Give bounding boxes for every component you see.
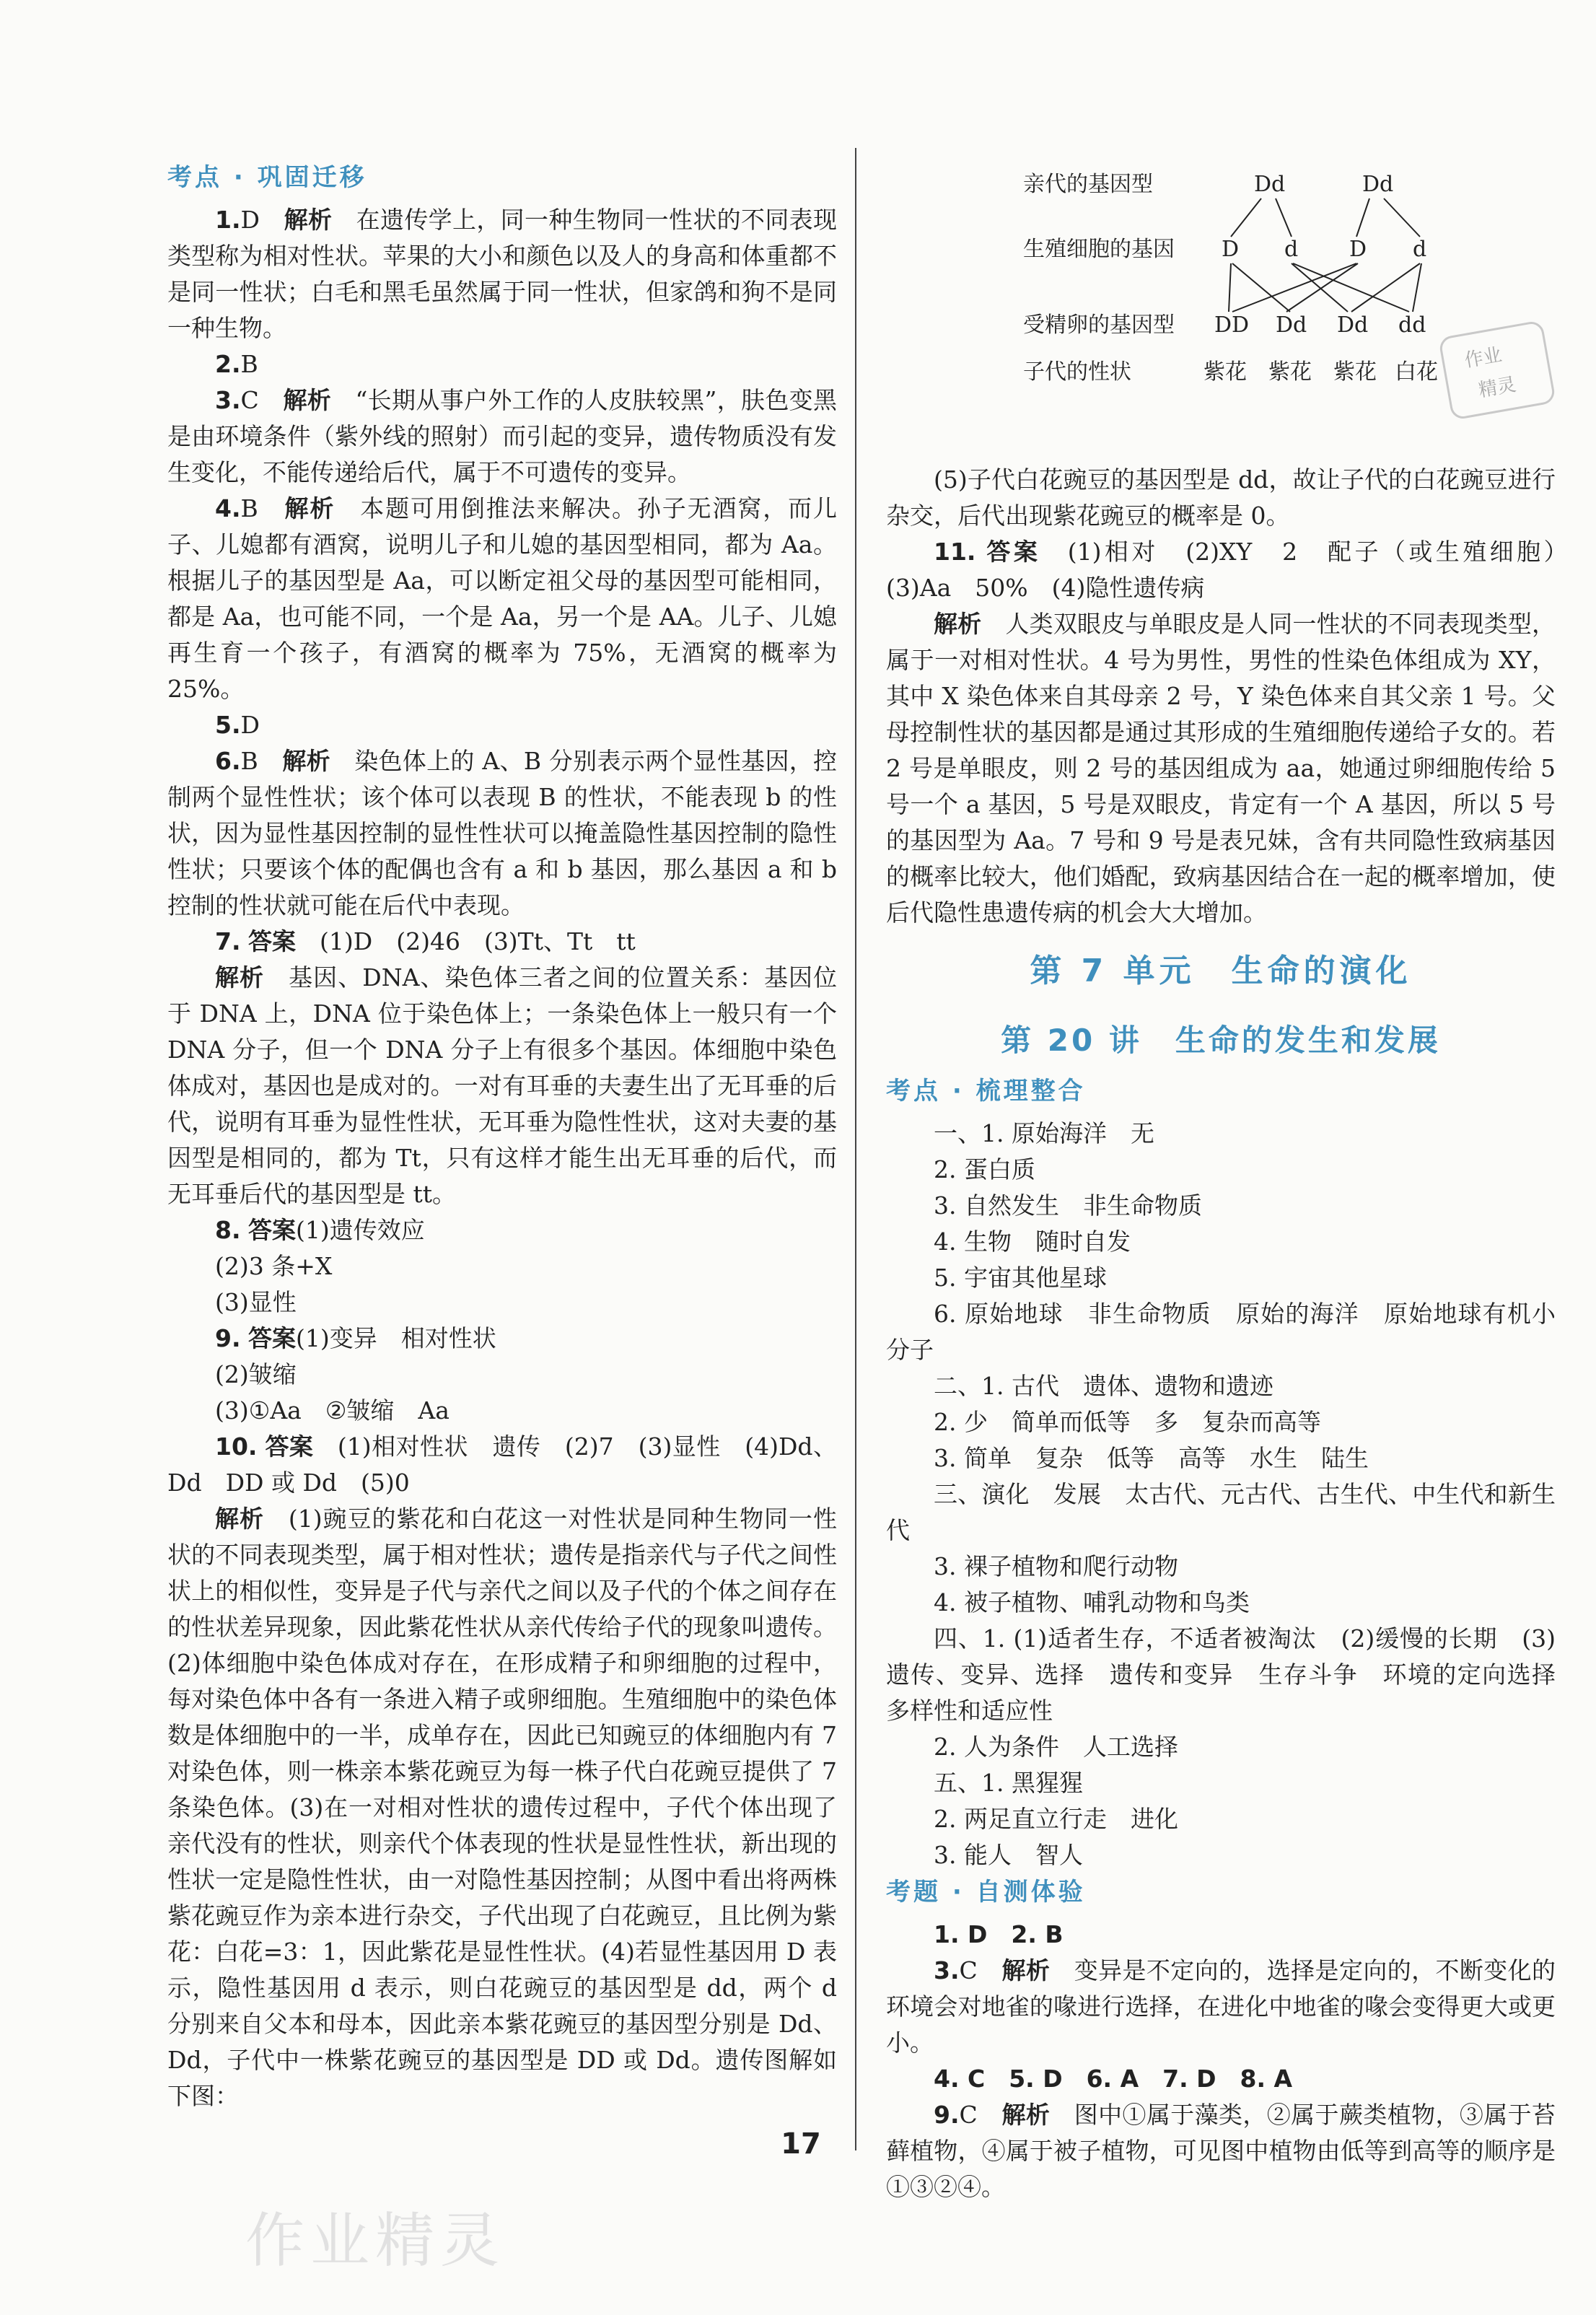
analysis-7: 解析 基因、DNA、染色体三者之间的位置关系：基因位于 DNA 上，DNA 位于染色体上；一条染色体上一般只有一个 DNA 分子，但一个 DNA 分子上有很多个基因。体细胞中染色体成对，基因也是成对的。一对有耳垂的夫妻生出了无耳垂的后代，说明有耳垂为显性性状，无耳垂为隐性性状，这对夫妻的基因型是相同的，都为 Tt，只有这样才能生出无耳垂的后代，而无耳垂后代的基因型是 tt。: [167, 963, 838, 1208]
watermark-stamp: 作业 精灵: [1438, 320, 1556, 421]
section-title-review: 考点 · 梳理整合: [886, 1077, 1086, 1106]
answer-item-7: 7. 答案 (1)D (2)46 (3)Tt、Tt tt: [215, 927, 636, 955]
review-line: 一、1. 原始海洋 无: [934, 1119, 1154, 1147]
answer-item-8-line: (3)显性: [215, 1288, 297, 1316]
answer-item-8-line: (2)3 条+X: [215, 1252, 333, 1280]
zygote: Dd: [1276, 312, 1307, 338]
left-column: [167, 159, 837, 2114]
review-line: 3. 简单 复杂 低等 高等 水生 陆生: [934, 1444, 1369, 1472]
right-column: [886, 159, 1580, 2205]
section-title: 考点 · 巩固迁移: [167, 163, 367, 192]
parent-genotype: Dd: [1362, 172, 1394, 197]
test-line: 4. C 5. D 6. A 7. D 8. A: [934, 2065, 1293, 2093]
answer-item-9-line: (3)①Aa ②皱缩 Aa: [215, 1396, 450, 1425]
gamete: d: [1413, 237, 1427, 262]
trait: 紫花: [1333, 359, 1377, 385]
answer-item-10: 10. 答案 (1)相对性状 遗传 (2)7 (3)显性 (4)Dd、Dd DD 或 Dd (5)0: [167, 1432, 838, 1497]
review-line: 4. 被子植物、哺乳动物和鸟类: [934, 1588, 1250, 1616]
test-line: 1. D 2. B: [934, 1920, 1064, 1948]
answer-item-2: 2.B: [215, 350, 258, 378]
answer-item-9: 9. 答案(1)变异 相对性状: [215, 1324, 496, 1352]
trait: 紫花: [1203, 359, 1247, 385]
review-line: 四、1. (1)适者生存，不适者被淘汰 (2)缓慢的长期 (3)遗传、变异、选择 遗传和变异 生存斗争 环境的定向选择 多样性和适应性: [886, 1624, 1579, 1725]
analysis-10: 解析 (1)豌豆的紫花和白花这一对性状是同种生物同一性状的不同表现类型，属于相对性状；遗传是指亲代与子代之间性状上的相似性，变异是子代与亲代之间以及子代的个体之间存在的性状差异现象，因此紫花性状从亲代传给子代的现象叫遗传。(2)体细胞中染色体成对存在，在形成精子和卵细胞的过程中，每对染色体中各有一条进入精子或卵细胞。生殖细胞中的染色体数是体细胞中的一半，成单存在，因此已知豌豆的体细胞内有 7 对染色体，则一株亲本紫花豌豆为每一株子代白花豌豆提供了 7 条染色体。(3)在一对相对性状的遗传过程中，子代个体出现了亲代没有的性状，则亲代个体表现的性状是显性性状，新出现的性状一定是隐性性状，由一对隐性基因控制；从图中看出将两株紫花豌豆作为亲本进行杂交，子代出现了白花豌豆，且比例为紫花：白花=3：1，因此紫花是显性性状。(4)若显性基因用 D 表示，隐性基因用 d 表示，则白花豌豆的基因型是 dd，两个 d 分别来自父本和母本，因此亲本紫花豌豆的基因型分别是 Dd、Dd，子代中一株紫花豌豆的基因型是 DD 或 Dd。遗传图解如下图：: [167, 1505, 837, 2110]
trait: 紫花: [1268, 359, 1312, 385]
review-line: 6. 原始地球 非生命物质 原始的海洋 原始地球有机小分子: [886, 1300, 1556, 1364]
gamete: d: [1284, 237, 1299, 262]
answer-item-5: 5.D: [215, 711, 260, 739]
row-label-parent: 亲代的基因型: [1023, 172, 1153, 197]
answer-item-4: 4.B 解析 本题可用倒推法来解决。孙子无酒窝，而儿子、儿媳都有酒窝，说明儿子和儿媳的基因型相同，都为 Aa。根据儿子的基因型是 Aa，可以断定祖父母的基因型可能相同，都是 Aa，也可能不同，一个是 Aa，另一个是 AA。儿子、儿媳再生育一个孩子，有酒窝的概率为 75%，无酒窝的概率为 25%。: [167, 494, 838, 703]
answer-item-9-line: (2)皱缩: [215, 1360, 297, 1388]
review-line: 3. 裸子植物和爬行动物: [934, 1552, 1178, 1580]
cross-arrows: [1229, 198, 1421, 312]
trait: 白花: [1395, 359, 1438, 385]
test-item-9: 9.C 解析 图中①属于藻类，②属于蕨类植物，③属于苔藓植物，④属于被子植物，可见图中植物由低等到高等的顺序是①③②④。: [886, 2101, 1556, 2201]
row-label-trait: 子代的性状: [1023, 359, 1131, 385]
review-line: 2. 少 简单而低等 多 复杂而高等: [934, 1408, 1321, 1436]
review-line: 3. 自然发生 非生命物质: [934, 1191, 1202, 1220]
review-line: 2. 人为条件 人工选择: [934, 1733, 1178, 1761]
unit-title: 第 7 单元 生命的演化: [1030, 953, 1412, 989]
review-line: 五、1. 黑猩猩: [934, 1769, 1083, 1797]
review-line: 三、演化 发展 太古代、元古代、古生代、中生代和新生代: [886, 1480, 1556, 1544]
answer-item-6: 6.B 解析 染色体上的 A、B 分别表示两个显性基因，控制两个显性性状；该个体可以表现 B 的性状，不能表现 b 的性状，因为显性基因控制的显性性状可以掩盖隐性基因控制的隐性性状；只要该个体的配偶也含有 a 和 b 基因，那么基因 a 和 b 控制的性状就可能在后代中表现。: [167, 747, 838, 919]
review-line: 二、1. 古代 遗体、遗物和遗迹: [934, 1372, 1273, 1400]
review-line: 5. 宇宙其他星球: [934, 1264, 1107, 1292]
review-line: 3. 能人 智人: [934, 1841, 1083, 1869]
answer-10-part5: (5)子代白花豌豆的基因型是 dd，故让子代的白花豌豆进行杂交，后代出现紫花豌豆的概率是 0。: [886, 465, 1556, 530]
answer-item-11: 11. 答案 (1)相对 (2)XY 2 配子（或生殖细胞） (3)Aa 50% (4)隐性遗传病: [886, 538, 1580, 602]
zygote: DD: [1214, 312, 1250, 338]
zygote: dd: [1398, 312, 1426, 338]
gamete: D: [1222, 237, 1240, 262]
analysis-11: 解析 人类双眼皮与单眼皮是人同一性状的不同表现类型，属于一对相对性状。4 号为男性，男性的性染色体组成为 XY，其中 X 染色体来自其母亲 2 号，Y 染色体来自其父亲 1 号。父母控制性状的基因都是通过其形成的生殖细胞传递给子女的。若 2 号是单眼皮，则 2 号的基因组成为 aa，她通过卵细胞传给 5 号一个 a 基因，5 号是双眼皮，肯定有一个 A 基因，所以 5 号的基因型为 Aa。7 号和 9 号是表兄妹，含有共同隐性致病基因的概率比较大，他们婚配，致病基因结合在一起的概率增加，使后代隐性患遗传病的机会大大增加。: [886, 610, 1556, 927]
review-line: 2. 蛋白质: [934, 1155, 1035, 1183]
row-label-gamete: 生殖细胞的基因: [1023, 237, 1175, 262]
gamete: D: [1349, 237, 1367, 262]
parent-genotype: Dd: [1254, 172, 1286, 197]
row-label-zygote: 受精卵的基因型: [1023, 312, 1175, 338]
page-number: 17: [781, 2127, 821, 2161]
section-title-test: 考题 · 自测体验: [886, 1878, 1086, 1907]
watermark-text: 作业精灵: [245, 2207, 506, 2275]
column-divider: [855, 148, 856, 2150]
answer-item-8: 8. 答案(1)遗传效应: [215, 1216, 425, 1244]
review-line: 4. 生物 随时自发: [934, 1227, 1131, 1256]
answer-item-1: 1.D 解析 在遗传学上，同一种生物同一性状的不同表现类型称为相对性状。苹果的大小和颜色以及人的身高和体重都不是同一性状；白毛和黑毛虽然属于同一性状，但家鸽和狗不是同一种生物。: [167, 206, 838, 342]
answer-item-3: 3.C 解析 “长期从事户外工作的人皮肤较黑”，肤色变黑是由环境条件（紫外线的照射）而引起的变异，遗传物质没有发生变化，不能传递给后代，属于不可遗传的变异。: [167, 386, 838, 486]
zygote: Dd: [1337, 312, 1369, 338]
test-item-3: 3.C 解析 变异是不定向的，选择是定向的，不断变化的环境会对地雀的喙进行选择，在进化中地雀的喙会变得更大或更小。: [886, 1956, 1556, 2057]
lecture-title: 第 20 讲 生命的发生和发展: [1001, 1023, 1441, 1058]
review-line: 2. 两足直立行走 进化: [934, 1805, 1178, 1833]
